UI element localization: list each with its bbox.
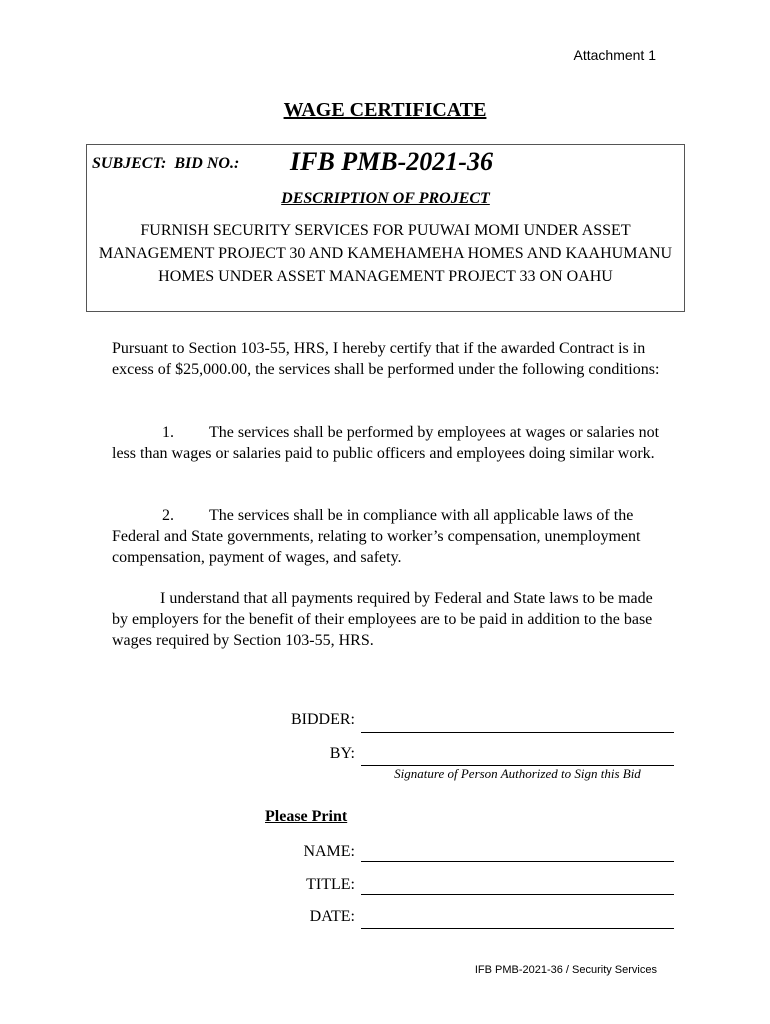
- date-label: DATE:: [309, 908, 355, 925]
- condition-1-text: The services shall be performed by employees at wages or salaries not less than wages or salaries paid to public officers and employees doing similar work.: [112, 424, 660, 462]
- please-print-heading: Please Print: [265, 808, 348, 825]
- subject-label: SUBJECT: BID NO.:: [92, 155, 240, 172]
- attachment-label: Attachment 1: [573, 47, 656, 63]
- project-description: FURNISH SECURITY SERVICES FOR PUUWAI MOMI UNDER ASSET MANAGEMENT PROJECT 30 AND KAMEHAMEHA HOMES AND KAAHUMANU HOMES UNDER ASSET MANAGEMENT PROJECT 33 ON OAHU: [98, 222, 673, 285]
- date-field[interactable]: [361, 928, 674, 929]
- bidder-label: BIDDER:: [291, 711, 355, 728]
- condition-1-number: 1.: [162, 424, 174, 441]
- title-field[interactable]: [361, 894, 674, 895]
- condition-1: [112, 422, 672, 464]
- title-label: TITLE:: [306, 876, 355, 893]
- name-field[interactable]: [361, 861, 674, 862]
- signature-caption: Signature of Person Authorized to Sign this Bid: [394, 766, 641, 781]
- condition-2-number: 2.: [162, 507, 174, 524]
- page-title: WAGE CERTIFICATE: [283, 99, 487, 121]
- name-label: NAME:: [303, 843, 355, 860]
- condition-2-text: The services shall be in compliance with all applicable laws of the Federal and State governments, relating to worker’s compensation, unemployment compensation, payment of wages, and safety.: [112, 507, 641, 566]
- bidder-field[interactable]: [361, 732, 674, 733]
- intro-paragraph: Pursuant to Section 103-55, HRS, I hereby certify that if the awarded Contract is in excess of $25,000.00, the services shall be performed under the following conditions:: [112, 340, 660, 378]
- condition-2: [112, 505, 672, 568]
- page-footer: IFB PMB-2021-36 / Security Services: [474, 964, 657, 976]
- description-heading: DESCRIPTION OF PROJECT: [281, 190, 490, 207]
- by-label: BY:: [329, 745, 355, 762]
- understanding-paragraph: [112, 588, 672, 651]
- bid-number: IFB PMB-2021-36: [290, 147, 493, 176]
- understanding-text: I understand that all payments required by Federal and State laws to be made by employers for the benefit of their employees are to be paid in addition to the base wages required by Section 103-55, HRS.: [112, 590, 653, 649]
